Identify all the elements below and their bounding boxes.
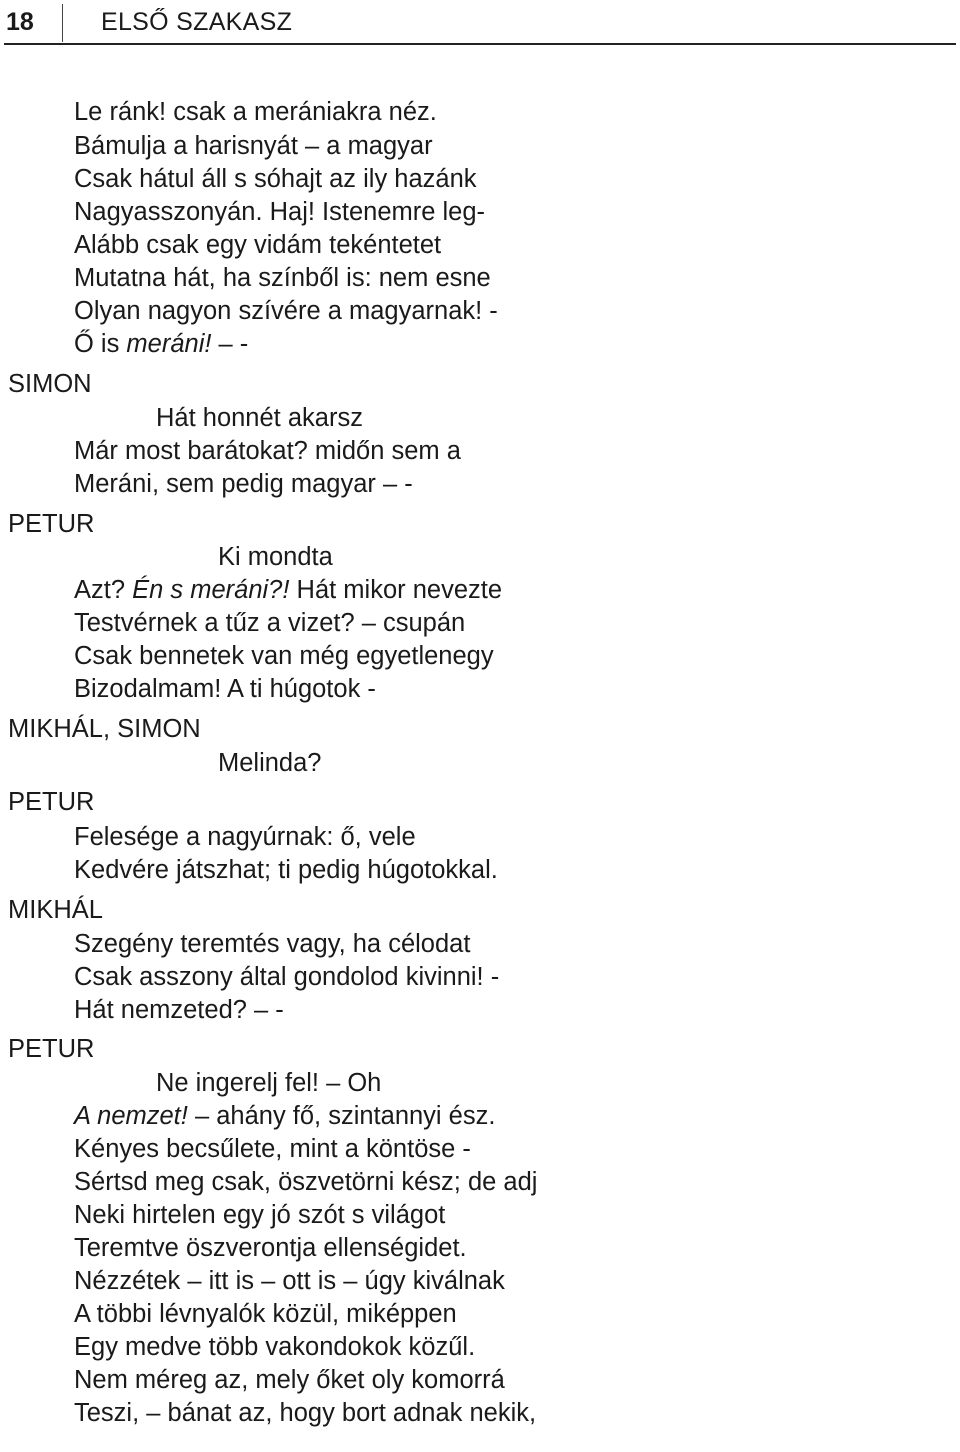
speaker-name (8, 508, 94, 540)
verse-line (74, 468, 413, 500)
line-text: A többi lévnyalók közül, miképpen (74, 1300, 457, 1328)
header-divider (62, 4, 63, 42)
verse-line (74, 196, 485, 228)
italic-text: Én s meráni?! (132, 576, 290, 604)
italic-text: meráni! (126, 330, 212, 358)
line-text: Már most barátokat? midőn sem a (74, 437, 461, 465)
verse-line (74, 130, 433, 162)
verse-line (74, 96, 437, 128)
line-text: Olyan nagyon szívére a magyarnak! - (74, 297, 498, 325)
line-text: PETUR (8, 788, 95, 816)
verse-line (74, 229, 441, 261)
page-number: 18 (6, 8, 34, 36)
section-title: ELSŐ SZAKASZ (101, 8, 293, 36)
verse-line (74, 994, 284, 1026)
header-rule (4, 43, 956, 45)
verse-line (74, 1265, 505, 1297)
verse-line (74, 1100, 495, 1132)
verse-line (74, 295, 498, 327)
verse-line (74, 1331, 475, 1363)
line-text: PETUR (8, 1035, 95, 1063)
line-text: Teszi, – bánat az, hogy bort adnak nekik, (74, 1399, 537, 1427)
verse-line (74, 435, 461, 467)
line-text: Sértsd meg csak, öszvetörni kész; de adj (74, 1168, 538, 1196)
verse-line (74, 607, 465, 639)
line-text: Nagyasszonyán. Haj! Istenemre leg- (74, 198, 486, 226)
line-text: Nézzétek – itt is – ott is – úgy kiválnak (74, 1267, 505, 1295)
line-text: Csak hátul áll s sóhajt az ily hazánk (74, 165, 477, 193)
line-text: Ki mondta (218, 543, 333, 571)
speaker-name (8, 1033, 94, 1065)
line-text: Kényes becsűlete, mint a köntöse - (74, 1135, 471, 1163)
verse-line (74, 1364, 505, 1396)
line-text: Bámulja a harisnyát – a magyar (74, 132, 433, 160)
line-text: Alább csak egy vidám tekéntetet (74, 231, 442, 259)
verse-line (74, 821, 416, 853)
line-text: Szegény teremtés vagy, ha célodat (74, 930, 471, 958)
verse-line (74, 1166, 537, 1198)
verse-line (74, 854, 498, 886)
line-text: Ő is (74, 330, 127, 358)
verse-line (74, 1298, 457, 1330)
line-text: Nem méreg az, mely őket oly komorrá (74, 1366, 505, 1394)
verse-line (218, 541, 333, 573)
line-text: Csak asszony által gondolod kivinni! - (74, 963, 500, 991)
line-text: Neki hirtelen egy jó szót s világot (74, 1201, 446, 1229)
line-text: Testvérnek a tűz a vizet? – csupán (74, 609, 466, 637)
line-text: Felesége a nagyúrnak: ő, vele (74, 823, 416, 851)
verse-line (156, 1067, 381, 1099)
speaker-name (8, 713, 201, 745)
line-text: – ahány fő, szintannyi ész. (187, 1102, 496, 1130)
verse-line (74, 1397, 536, 1429)
line-text: MIKHÁL (8, 896, 103, 924)
verse-line (74, 928, 470, 960)
line-text: Mutatna hát, ha színből is: nem esne (74, 264, 491, 292)
line-text: – - (211, 330, 249, 358)
verse-line (74, 163, 477, 195)
verse-line (74, 961, 499, 993)
line-text: SIMON (8, 370, 92, 398)
verse-line (218, 747, 321, 779)
line-text: Kedvére játszhat; ti pedig húgotokkal. (74, 856, 498, 884)
line-text: PETUR (8, 510, 95, 538)
verse-line (156, 402, 363, 434)
line-text: Hát nemzeted? – - (74, 996, 284, 1024)
line-text: Csak bennetek van még egyetlenegy (74, 642, 494, 670)
verse-line (74, 1199, 445, 1231)
verse-line (74, 1232, 467, 1264)
line-text: Bizodalmam! A ti húgotok - (74, 675, 376, 703)
line-text: Melinda? (218, 749, 322, 777)
verse-line (74, 262, 491, 294)
line-text: Meráni, sem pedig magyar – - (74, 470, 413, 498)
line-text: Egy medve több vakondokok közűl. (74, 1333, 476, 1361)
line-text: Le ránk! csak a merániakra néz. (74, 98, 437, 126)
line-text: Teremtve öszverontja ellenségidet. (74, 1234, 467, 1262)
line-text: MIKHÁL, SIMON (8, 715, 201, 743)
speaker-name (8, 894, 103, 926)
verse-line (74, 328, 248, 360)
speaker-name (8, 786, 94, 818)
line-text: Hát mikor nevezte (289, 576, 503, 604)
verse-line (74, 574, 502, 606)
line-text: Azt? (74, 576, 133, 604)
verse-line (74, 640, 494, 672)
verse-line (74, 1133, 471, 1165)
page-header (0, 0, 956, 44)
verse-line (74, 673, 376, 705)
italic-text: A nemzet! (74, 1102, 188, 1130)
line-text: Hát honnét akarsz (156, 404, 363, 432)
speaker-name (8, 368, 92, 400)
line-text: Ne ingerelj fel! – Oh (156, 1069, 382, 1097)
